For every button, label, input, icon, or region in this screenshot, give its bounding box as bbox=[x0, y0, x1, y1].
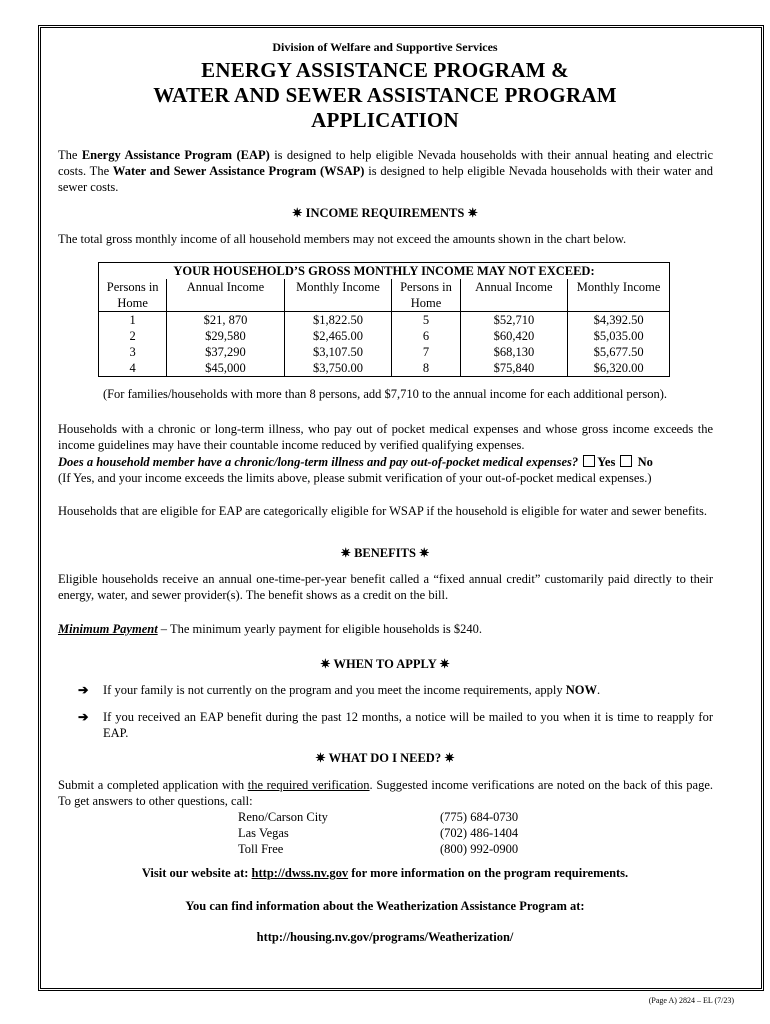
income-heading: ✷ INCOME REQUIREMENTS ✷ bbox=[292, 206, 478, 220]
yes-label: Yes bbox=[597, 455, 616, 469]
cell: $4,392.50 bbox=[568, 312, 670, 329]
cell: $75,840 bbox=[460, 360, 567, 377]
medical-question-line bbox=[58, 454, 713, 470]
col-monthly-2: Monthly Income bbox=[568, 279, 670, 312]
division-name: Division of Welfare and Supportive Services bbox=[272, 40, 498, 54]
cell: $3,107.50 bbox=[284, 344, 392, 360]
medical-followup: (If Yes, and your income exceeds the limits above, please submit verification of your out-of-pocket medical expenses.) bbox=[58, 471, 652, 485]
cell: $60,420 bbox=[460, 328, 567, 344]
eap-name: Energy Assistance Program (EAP) bbox=[81, 148, 270, 162]
apply-heading-text: WHEN TO APPLY bbox=[333, 657, 437, 671]
cell: 7 bbox=[392, 344, 460, 360]
apply-heading: ✷ WHEN TO APPLY ✷ bbox=[320, 657, 450, 671]
need-heading: ✷ WHAT DO I NEED? ✷ bbox=[315, 751, 455, 765]
cell: 4 bbox=[99, 360, 167, 377]
table-row bbox=[99, 344, 670, 360]
cell: 8 bbox=[392, 360, 460, 377]
contact-phone-toll-free: (800) 992-0900 bbox=[440, 842, 519, 856]
cell: $21, 870 bbox=[167, 312, 284, 329]
table-row bbox=[99, 312, 670, 329]
col-annual-1: Annual Income bbox=[167, 279, 284, 312]
eligibility-text: Households that are eligible for EAP are categorically eligible for WSAP if the household is eligible for water and sewer benefits. bbox=[58, 504, 707, 518]
income-table bbox=[98, 262, 670, 377]
cell: $37,290 bbox=[167, 344, 284, 360]
need-text bbox=[58, 777, 713, 809]
benefits-heading-text: BENEFITS bbox=[354, 546, 416, 560]
contact-label-reno: Reno/Carson City bbox=[238, 810, 328, 824]
contact-label-toll-free: Toll Free bbox=[238, 842, 284, 856]
income-heading-text: INCOME REQUIREMENTS bbox=[305, 206, 465, 220]
contact-phone-las-vegas: (702) 486-1404 bbox=[440, 826, 519, 840]
cell: $68,130 bbox=[460, 344, 567, 360]
contact-phone-reno: (775) 684-0730 bbox=[440, 810, 519, 824]
income-text: The total gross monthly income of all household members may not exceed the amounts shown in the chart below. bbox=[58, 232, 627, 246]
website-line bbox=[0, 866, 770, 881]
wsap-name: Water and Sewer Assistance Program (WSAP) bbox=[112, 164, 365, 178]
income-table-title: YOUR HOUSEHOLD’S GROSS MONTHLY INCOME MAY NOT EXCEED: bbox=[99, 263, 670, 280]
weatherization-text: You can find information about the Weatherization Assistance Program at: bbox=[185, 899, 585, 913]
no-label: No bbox=[637, 455, 653, 469]
dwss-website-link[interactable]: http://dwss.nv.gov bbox=[251, 866, 349, 880]
cell: 3 bbox=[99, 344, 167, 360]
no-checkbox[interactable] bbox=[620, 455, 632, 467]
table-row bbox=[99, 360, 670, 377]
minimum-payment-label: Minimum Payment bbox=[58, 622, 158, 636]
cell: $5,035.00 bbox=[568, 328, 670, 344]
title-line-1: ENERGY ASSISTANCE PROGRAM & bbox=[201, 58, 569, 82]
need-heading-text: WHAT DO I NEED? bbox=[328, 751, 442, 765]
intro-text: The bbox=[58, 148, 82, 162]
title-line-3: APPLICATION bbox=[311, 108, 459, 132]
weatherization-link[interactable]: http://housing.nv.gov/programs/Weatherization/ bbox=[256, 930, 514, 944]
cell: $45,000 bbox=[167, 360, 284, 377]
cell: $5,677.50 bbox=[568, 344, 670, 360]
arrow-icon: ➔ bbox=[78, 683, 89, 697]
col-persons-2: Persons in Home bbox=[392, 279, 460, 312]
col-monthly-1: Monthly Income bbox=[284, 279, 392, 312]
income-note: (For families/households with more than 8 persons, add $7,710 to the annual income for each additional person). bbox=[102, 387, 668, 401]
need-text-a: Submit a completed application with bbox=[58, 778, 248, 792]
title-line-2: WATER AND SEWER ASSISTANCE PROGRAM bbox=[153, 83, 617, 107]
cell: $2,465.00 bbox=[284, 328, 392, 344]
cell: $29,580 bbox=[167, 328, 284, 344]
website-text-b: for more information on the program requirements. bbox=[348, 866, 629, 880]
table-row bbox=[99, 328, 670, 344]
form-footer: (Page A) 2824 – EL (7/23) bbox=[648, 996, 734, 1005]
website-text-a: Visit our website at: bbox=[141, 866, 252, 880]
required-verification-link[interactable]: the required verification bbox=[247, 778, 370, 792]
intro-paragraph bbox=[58, 147, 713, 195]
col-annual-2: Annual Income bbox=[460, 279, 567, 312]
benefits-text: Eligible households receive an annual one-time-per-year benefit called a “fixed annual credit” customarily paid directly to their energy, water, and sewer provider(s). The benefit shows as a credit on the bill. bbox=[58, 572, 713, 602]
apply-item-2: If you received an EAP benefit during the past 12 months, a notice will be mailed to you when it is time to reapply for EAP. bbox=[103, 710, 713, 740]
cell: $52,710 bbox=[460, 312, 567, 329]
arrow-icon: ➔ bbox=[78, 710, 89, 724]
medical-text: Households with a chronic or long-term illness, who pay out of pocket medical expenses and whose gross income exceeds the income guidelines may have their countable income reduced by verified qualifying expenses. bbox=[58, 422, 713, 452]
minimum-payment bbox=[58, 621, 713, 637]
apply-item-1-end: . bbox=[596, 683, 601, 697]
cell: 1 bbox=[99, 312, 167, 329]
cell: $1,822.50 bbox=[284, 312, 392, 329]
cell: 2 bbox=[99, 328, 167, 344]
cell: 5 bbox=[392, 312, 460, 329]
apply-now: NOW bbox=[565, 683, 597, 697]
benefits-heading: ✷ BENEFITS ✷ bbox=[340, 546, 430, 560]
medical-question: Does a household member have a chronic/long-term illness and pay out-of-pocket medical expenses? bbox=[58, 455, 579, 469]
cell: $6,320.00 bbox=[568, 360, 670, 377]
apply-item-1-text: If your family is not currently on the program and you meet the income requirements, apply bbox=[103, 683, 566, 697]
yes-checkbox[interactable] bbox=[583, 455, 595, 467]
contact-label-las-vegas: Las Vegas bbox=[238, 826, 289, 840]
cell: 6 bbox=[392, 328, 460, 344]
intro-text: is designed to help eligible Nevada households with their annual heating and electric costs. The bbox=[58, 148, 713, 178]
minimum-payment-text: – The minimum yearly payment for eligible households is $240. bbox=[157, 622, 483, 636]
intro-text: is designed to help eligible Nevada households with their water and sewer costs. bbox=[58, 164, 713, 194]
apply-item-1 bbox=[103, 682, 713, 698]
cell: $3,750.00 bbox=[284, 360, 392, 377]
col-persons-1: Persons in Home bbox=[99, 279, 167, 312]
need-text-b: . Suggested income verifications are noted on the back of this page. To get answers to other questions, call: bbox=[58, 778, 714, 808]
